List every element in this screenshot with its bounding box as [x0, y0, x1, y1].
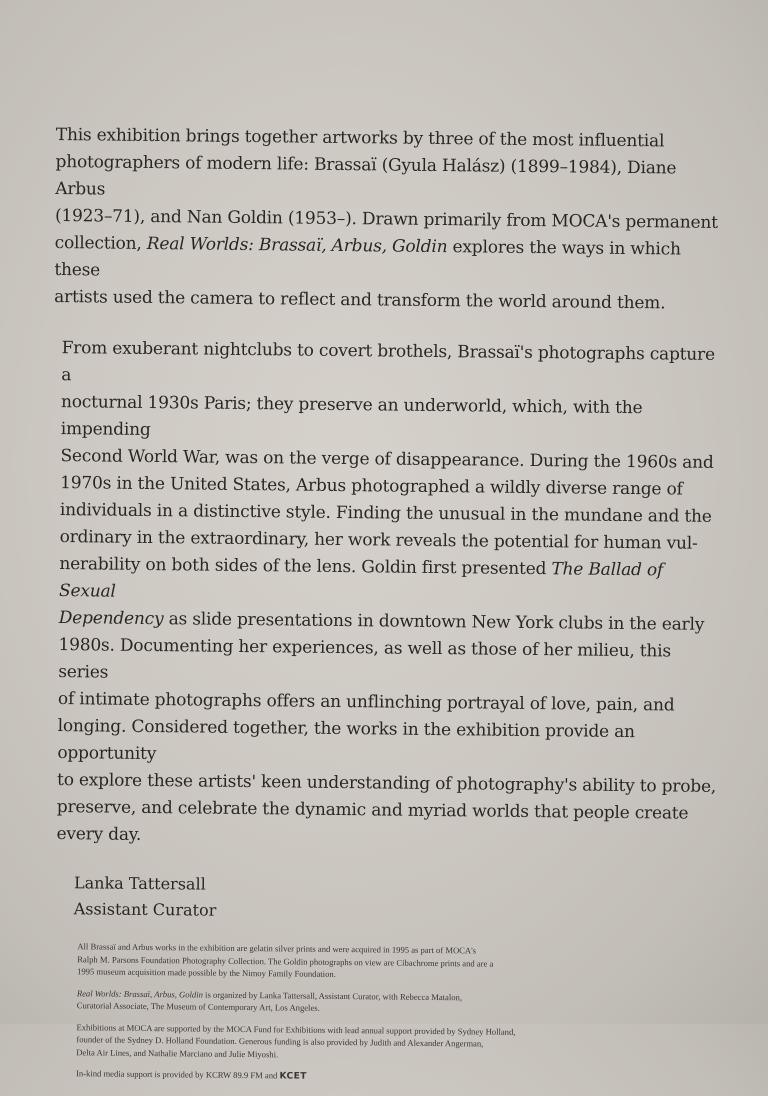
body-line: Second World War, was on the verge of disappearance. During the 1960s and — [60, 446, 714, 473]
body-line: nocturnal 1930s Paris; they preserve an underworld, which, with the impending — [60, 392, 643, 441]
intro-line: explores the ways in which these — [54, 237, 681, 281]
credit-line: Ralph M. Parsons Foundation Photography Collection. The Goldin photographs on view are Cibachrome prints and are a — [77, 953, 494, 969]
credits-block — [46, 940, 637, 1087]
credit-line: In-kind media support is provided by KCRW 89.9 FM and — [75, 1068, 278, 1081]
artwork-title: The Ballad of Sexual — [58, 559, 664, 602]
intro-line: (1923–71), and Nan Goldin (1953–). Drawn primarily from MOCA's permanent — [54, 205, 718, 233]
intro-paragraph — [54, 122, 728, 318]
exhibition-title: Real Worlds: Brassaï, Arbus, Goldin — [76, 987, 203, 1000]
body-line: individuals in a distinctive style. Finding the unusual in the mundane and the — [59, 500, 712, 527]
artwork-title: Dependency — [58, 608, 164, 630]
intro-line: photographers of modern life: Brassaï (Gyula Halász) (1899–1984), Diane Arbus — [55, 151, 677, 200]
credit-line: is organized by Lanka Tattersall, Assistant Curator, with Rebecca Matalon, — [205, 989, 463, 1002]
body-paragraph — [48, 335, 725, 855]
intro-line: This exhibition brings together artworks by three of the most influential — [55, 124, 665, 152]
credit-organization — [77, 987, 637, 1018]
intro-line: artists used the camera to reflect and transform the world around them. — [54, 286, 666, 314]
credit-line: founder of the Sydney D. Holland Foundation. Generous funding is also provided by Judith and Alexander Angerman, — [76, 1034, 484, 1049]
body-line: longing. Considered together, the works in the exhibition provide an opportunity — [57, 716, 635, 765]
credit-acquisition — [77, 940, 637, 983]
credit-media — [76, 1067, 636, 1086]
body-line: nerability on both sides of the lens. Goldin first presented — [59, 554, 547, 580]
intro-line: collection, — [54, 232, 142, 254]
kcet-logo: KCET — [279, 1071, 308, 1082]
curator-name: Lanka Tattersall — [73, 873, 206, 894]
body-line: 1980s. Documenting her experiences, as well as those of her milieu, this series — [58, 635, 672, 683]
body-line: 1970s in the United States, Arbus photographed a wildly diverse range of — [60, 473, 683, 500]
exhibition-title: Real Worlds: Brassaï, Arbus, Goldin — [146, 233, 448, 258]
curator-signature — [48, 870, 721, 929]
credit-line: 1995 museum acquisition made possible by the Nimoy Family Foundation. — [77, 966, 336, 979]
body-line: preserve, and celebrate the dynamic and myriad worlds that people create — [56, 797, 689, 824]
wall-text-panel — [46, 122, 728, 1096]
body-line: ordinary in the extraordinary, her work reveals the potential for human vul- — [59, 527, 698, 554]
body-line: to explore these artists' keen understanding of photography's ability to probe, — [57, 770, 717, 797]
body-line: as slide presentations in downtown New York clubs in the early — [168, 609, 705, 635]
body-line: From exuberant nightclubs to covert brothels, Brassaï's photographs capture a — [61, 338, 715, 386]
credit-line: Exhibitions at MOCA are supported by the MOCA Fund for Exhibitions with lead annual support provided by Sydney Holland, — [76, 1021, 516, 1037]
credit-support — [76, 1021, 636, 1064]
body-line: of intimate photographs offers an unflinching portrayal of love, pain, and — [57, 689, 675, 716]
curator-role: Assistant Curator — [73, 899, 217, 920]
credit-line: Delta Air Lines, and Nathalie Marciano and Julie Miyoshi. — [76, 1046, 279, 1059]
credit-line: All Brassaï and Arbus works in the exhibition are gelatin silver prints and were acquired in 1995 as part of MOCA's — [77, 941, 477, 956]
body-line: every day. — [56, 824, 142, 845]
credit-line: Curatorial Associate, The Museum of Contemporary Art, Los Angeles. — [76, 1000, 320, 1013]
